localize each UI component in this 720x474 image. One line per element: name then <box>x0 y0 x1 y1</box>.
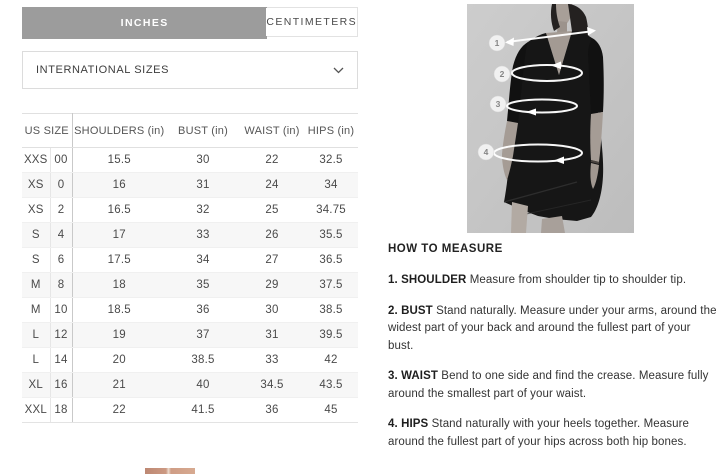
hips-cell: 42 <box>304 348 358 373</box>
table-row <box>22 273 358 298</box>
table-row <box>22 398 358 423</box>
measure-step: 4. HIPS Stand naturally with your heels together. Measure around the fullest part of your hips across both hip bones. <box>388 418 690 448</box>
measure-step-label: 1. SHOULDER <box>388 274 467 286</box>
shoulders-cell: 16.5 <box>72 198 166 223</box>
waist-cell: 25 <box>240 198 304 223</box>
bust-cell: 33 <box>166 223 240 248</box>
size-table <box>22 113 358 423</box>
waist-cell: 34.5 <box>240 373 304 398</box>
us-size-cell: 16 <box>50 373 72 398</box>
size-letter-cell: XS <box>22 198 50 223</box>
partial-image-below-fold <box>145 468 195 474</box>
measure-step: 2. BUST Stand naturally. Measure under your arms, around the widest part of your back and around the fullest part of your bust. <box>388 304 717 352</box>
waist-cell: 22 <box>240 148 304 173</box>
us-size-cell: 4 <box>50 223 72 248</box>
waist-cell: 36 <box>240 398 304 423</box>
col-header-bust: BUST (in) <box>166 114 240 148</box>
measure-step-label: 3. WAIST <box>388 370 439 382</box>
measurement-figure-image <box>467 4 634 233</box>
us-size-cell: 8 <box>50 273 72 298</box>
table-row <box>22 223 358 248</box>
hips-cell: 43.5 <box>304 373 358 398</box>
tab-inches[interactable]: INCHES <box>22 7 267 39</box>
table-row <box>22 323 358 348</box>
hips-cell: 39.5 <box>304 323 358 348</box>
size-letter-cell: S <box>22 248 50 273</box>
shoulders-cell: 20 <box>72 348 166 373</box>
shoulders-cell: 19 <box>72 323 166 348</box>
bust-cell: 35 <box>166 273 240 298</box>
size-letter-cell: XXL <box>22 398 50 423</box>
waist-cell: 30 <box>240 298 304 323</box>
col-header-hips: HIPS (in) <box>304 114 358 148</box>
marker-2: 2 <box>499 69 505 79</box>
unit-tabs <box>22 7 358 37</box>
col-header-shoulders: SHOULDERS (in) <box>72 114 166 148</box>
table-row <box>22 348 358 373</box>
size-letter-cell: XL <box>22 373 50 398</box>
shoulders-cell: 22 <box>72 398 166 423</box>
bust-cell: 34 <box>166 248 240 273</box>
shoulders-cell: 18 <box>72 273 166 298</box>
measure-step-label: 4. HIPS <box>388 418 429 430</box>
waist-cell: 33 <box>240 348 304 373</box>
table-header-row <box>22 114 358 148</box>
waist-cell: 27 <box>240 248 304 273</box>
size-letter-cell: M <box>22 273 50 298</box>
bust-cell: 38.5 <box>166 348 240 373</box>
size-letter-cell: S <box>22 223 50 248</box>
waist-cell: 29 <box>240 273 304 298</box>
marker-4: 4 <box>483 147 489 157</box>
shoulders-cell: 17.5 <box>72 248 166 273</box>
col-header-us-size: US SIZE <box>22 114 72 148</box>
size-letter-cell: M <box>22 298 50 323</box>
dropdown-value: INTERNATIONAL SIZES <box>36 64 170 76</box>
us-size-cell: 00 <box>50 148 72 173</box>
bust-cell: 40 <box>166 373 240 398</box>
us-size-cell: 6 <box>50 248 72 273</box>
table-row <box>22 148 358 173</box>
bust-cell: 36 <box>166 298 240 323</box>
table-row <box>22 198 358 223</box>
us-size-cell: 14 <box>50 348 72 373</box>
hips-cell: 35.5 <box>304 223 358 248</box>
shoulders-cell: 18.5 <box>72 298 166 323</box>
shoulders-cell: 15.5 <box>72 148 166 173</box>
marker-3: 3 <box>495 99 501 109</box>
table-row <box>22 373 358 398</box>
size-letter-cell: XS <box>22 173 50 198</box>
waist-cell: 26 <box>240 223 304 248</box>
measure-step-label: 2. BUST <box>388 304 433 317</box>
us-size-cell: 10 <box>50 298 72 323</box>
legs <box>511 202 528 233</box>
size-letter-cell: L <box>22 348 50 373</box>
us-size-cell: 2 <box>50 198 72 223</box>
size-letter-cell: L <box>22 323 50 348</box>
hips-cell: 36.5 <box>304 248 358 273</box>
hips-cell: 32.5 <box>304 148 358 173</box>
bust-cell: 41.5 <box>166 398 240 423</box>
international-sizes-dropdown[interactable] <box>22 51 358 89</box>
col-header-waist: WAIST (in) <box>240 114 304 148</box>
how-to-measure-heading: HOW TO MEASURE <box>388 243 503 255</box>
hips-cell: 38.5 <box>304 298 358 323</box>
table-row <box>22 173 358 198</box>
measure-step: 1. SHOULDER Measure from shoulder tip to shoulder tip. <box>388 274 687 286</box>
tab-centimeters[interactable]: CENTIMETERS <box>266 8 357 36</box>
chevron-down-icon <box>333 67 344 74</box>
hips-cell: 34 <box>304 173 358 198</box>
bust-cell: 37 <box>166 323 240 348</box>
how-to-measure-steps <box>388 272 718 451</box>
shoulders-cell: 21 <box>72 373 166 398</box>
bust-cell: 32 <box>166 198 240 223</box>
shoulders-cell: 17 <box>72 223 166 248</box>
waist-cell: 31 <box>240 323 304 348</box>
us-size-cell: 18 <box>50 398 72 423</box>
us-size-cell: 0 <box>50 173 72 198</box>
waist-cell: 24 <box>240 173 304 198</box>
bust-cell: 30 <box>166 148 240 173</box>
table-row <box>22 298 358 323</box>
size-table-body <box>22 148 358 423</box>
us-size-cell: 12 <box>50 323 72 348</box>
bust-cell: 31 <box>166 173 240 198</box>
marker-1: 1 <box>494 38 500 48</box>
size-letter-cell: XXS <box>22 148 50 173</box>
hips-cell: 34.75 <box>304 198 358 223</box>
table-row <box>22 248 358 273</box>
hips-cell: 45 <box>304 398 358 423</box>
shoulders-cell: 16 <box>72 173 166 198</box>
measure-step: 3. WAIST Bend to one side and find the crease. Measure fully around the smallest part of your waist. <box>388 370 709 400</box>
how-to-measure-section <box>388 243 718 464</box>
model-photo <box>467 4 634 233</box>
hips-cell: 37.5 <box>304 273 358 298</box>
